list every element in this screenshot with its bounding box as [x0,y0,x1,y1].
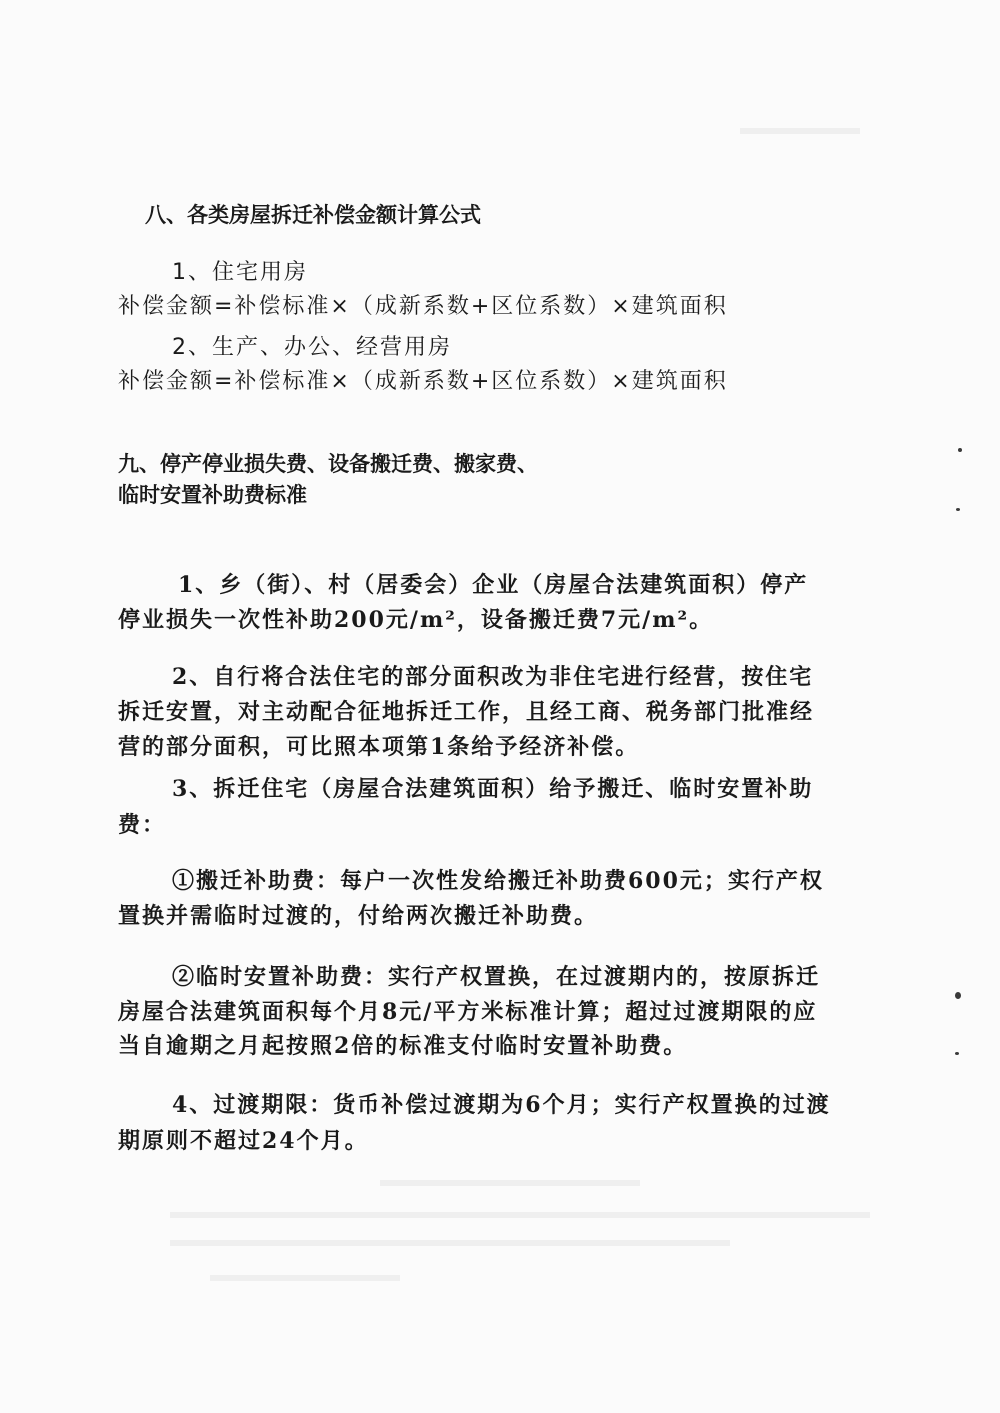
section-8-title: 八、各类房屋拆迁补偿金额计算公式 [145,203,481,227]
section-8-item-2-formula: 补偿金额=补偿标准×（成新系数+区位系数）×建筑面积 [118,369,728,394]
paragraph-3-line-2: 费： [118,812,167,838]
paragraph-2-line-1: 2、自行将合法住宅的部分面积改为非住宅进行经营，按住宅 [172,664,814,690]
bleed-through-mark [170,1212,870,1218]
paragraph-3b-line-2: 房屋合法建筑面积每个月8元/平方米标准计算；超过过渡期限的应 [118,999,818,1025]
paragraph-4-line-2: 期原则不超过24个月。 [118,1128,369,1154]
bleed-through-mark [170,1240,730,1246]
bleed-through-mark [210,1275,400,1281]
bleed-through-mark [740,128,860,134]
paragraph-3a-line-1: ①搬迁补助费：每户一次性发给搬迁补助费600元；实行产权 [172,868,824,894]
section-8-item-2-label: 2、生产、办公、经营用房 [172,335,452,360]
section-9-title-line-2: 临时安置补助费标准 [118,483,307,507]
paragraph-3a-line-2: 置换并需临时过渡的，付给两次搬迁补助费。 [118,903,599,929]
section-8-item-1-label: 1、住宅用房 [172,260,308,285]
section-9-title-line-1: 九、停产停业损失费、设备搬迁费、搬家费、 [118,452,538,476]
paragraph-3b-line-1: ②临时安置补助费：实行产权置换，在过渡期内的，按原拆迁 [172,964,821,990]
bleed-through-mark [380,1180,640,1186]
paragraph-1-line-1: 1、乡（街）、村（居委会）企业（房屋合法建筑面积）停产 [178,572,809,598]
scan-speck [955,992,961,999]
paragraph-3b-line-3: 当自逾期之月起按照2倍的标准支付临时安置补助费。 [118,1033,688,1059]
scan-speck [956,508,960,511]
paragraph-2-line-2: 拆迁安置，对主动配合征地拆迁工作，且经工商、税务部门批准经 [118,699,815,725]
paragraph-3-line-1: 3、拆迁住宅（房屋合法建筑面积）给予搬迁、临时安置补助 [172,776,814,802]
scan-speck [955,1052,959,1055]
scan-speck [958,448,962,452]
paragraph-1-line-2: 停业损失一次性补助200元/m²，设备搬迁费7元/m²。 [118,607,714,633]
section-8-item-1-formula: 补偿金额=补偿标准×（成新系数+区位系数）×建筑面积 [118,294,728,319]
paragraph-2-line-3: 营的部分面积，可比照本项第1条给予经济补偿。 [118,734,640,760]
paragraph-4-line-1: 4、过渡期限：货币补偿过渡期为6个月；实行产权置换的过渡 [172,1092,831,1118]
